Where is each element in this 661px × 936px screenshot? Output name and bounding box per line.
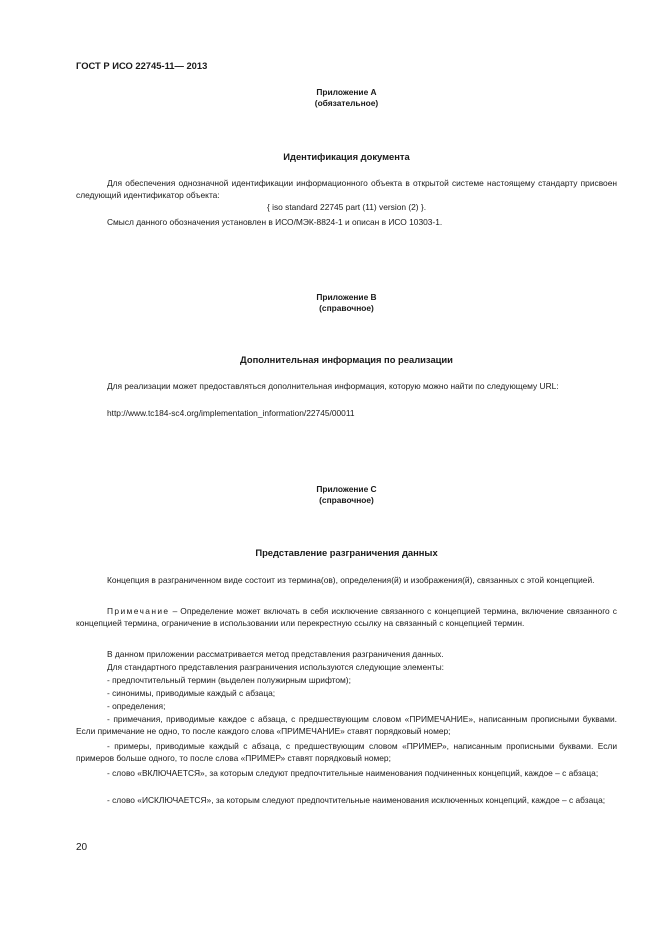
implementation-url: http://www.tc184-sc4.org/implementation_information/22745/00011 <box>107 408 355 418</box>
list-item: - предпочтительный термин (выделен полужирным шрифтом); <box>107 675 351 685</box>
annex-c-heading: Представление разграничения данных <box>255 547 438 558</box>
annex-a-heading: Идентификация документа <box>283 151 410 162</box>
annex-a-meaning: Смысл данного обозначения установлен в ИСО/МЭК-8824-1 и описан в ИСО 10303-1. <box>107 217 443 227</box>
list-item: - примеры, приводимые каждый с абзаца, с предшествующим словом «ПРИМЕР», написанным прописными буквами. Если примеров больше одного, то после слова «ПРИМЕР» ставят порядковый номер; <box>76 741 617 763</box>
note-text: – Определение может включать в себя исключение связанного с концепцией термина, включение связанного с концепцией термина, ограничение в использовании или перекрестную ссылку на связанный с концепцией термин. <box>76 606 617 628</box>
annex-a-status: (обязательное) <box>314 98 379 108</box>
annex-c-paragraph-3: Для стандартного представления разграничения используются следующие элементы: <box>107 662 444 672</box>
annex-b-heading: Дополнительная информация по реализации <box>240 354 453 365</box>
annex-c-status: (справочное) <box>319 495 374 505</box>
page-number: 20 <box>76 842 88 853</box>
list-item: - примечания, приводимые каждое с абзаца, с предшествующим словом «ПРИМЕЧАНИЕ», написанным прописными буквами. Если примечание не одно, то после каждого слова «ПРИМЕЧАНИЕ» ставят порядковый номер; <box>76 714 617 736</box>
annex-a-title: Приложение А <box>316 87 377 97</box>
note-label: Примечание <box>107 606 170 616</box>
list-item: - синонимы, приводимые каждый с абзаца; <box>107 688 276 698</box>
list-item: - определения; <box>107 701 166 711</box>
annex-c-paragraph-2: В данном приложении рассматривается метод представления разграничения данных. <box>107 649 444 659</box>
annex-c-note <box>76 606 617 629</box>
list-item: - слово «ВКЛЮЧАЕТСЯ», за которым следуют предпочтительные наименования подчиненных концепций, каждое – с абзаца; <box>107 768 599 778</box>
object-identifier: { iso standard 22745 part (11) version (2) }. <box>266 202 427 212</box>
annex-a-paragraph: Для обеспечения однозначной идентификации информационного объекта в открытой системе настоящему стандарту присвоен следующий идентификатор объекта: <box>76 178 617 200</box>
annex-b-paragraph: Для реализации может предоставляться дополнительная информация, которую можно найти по следующему URL: <box>107 381 559 391</box>
document-header: ГОСТ Р ИСО 22745-11— 2013 <box>76 60 208 71</box>
annex-c-title: Приложение С <box>316 484 377 494</box>
annex-c-paragraph-1: Концепция в разграниченном виде состоит из термина(ов), определения(й) и изображения(й), связанных с этой концепцией. <box>107 575 595 585</box>
annex-b-status: (справочное) <box>319 303 374 313</box>
annex-b-title: Приложение В <box>316 292 377 302</box>
list-item: - слово «ИСКЛЮЧАЕТСЯ», за которым следуют предпочтительные наименования исключенных концепций, каждое – с абзаца; <box>107 795 606 805</box>
